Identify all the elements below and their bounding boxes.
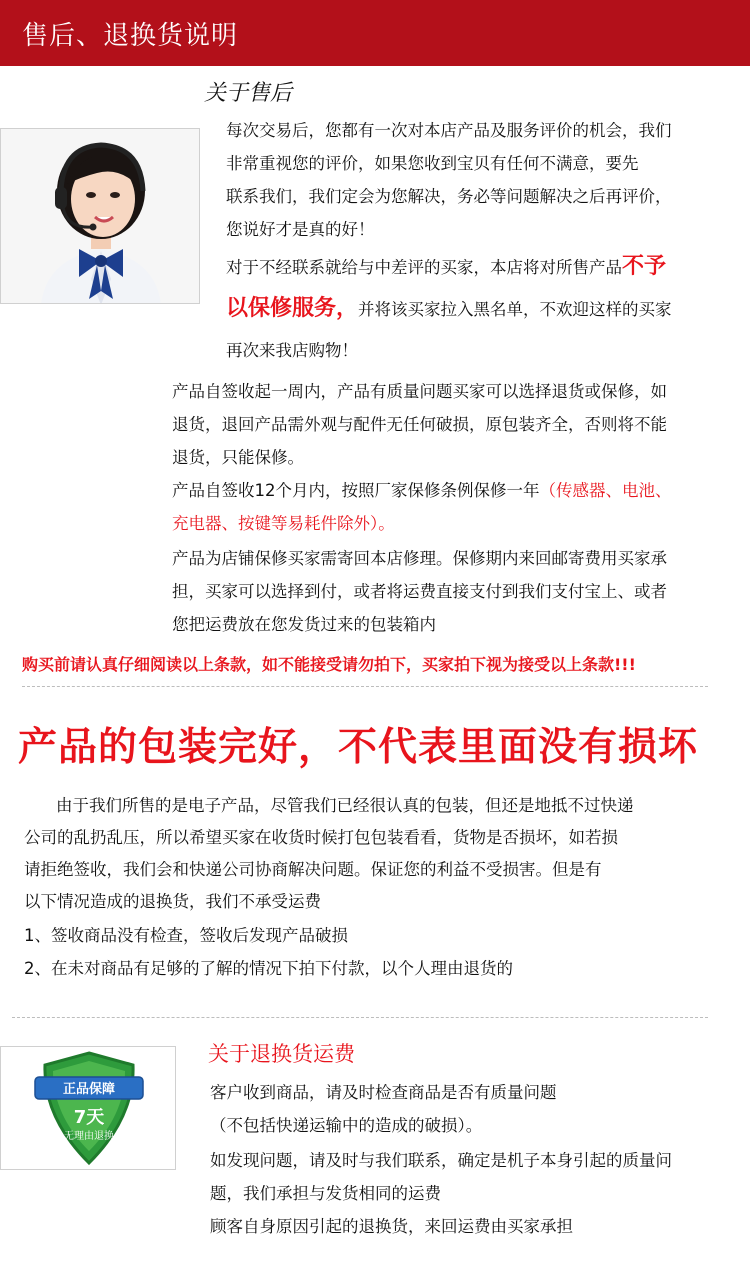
divider (12, 1017, 708, 1018)
divider (22, 686, 708, 687)
packaging-line: 请拒绝签收，我们会和快递公司协商解决问题。保证您的利益不受损害。但是有 (24, 860, 602, 879)
header-bar (0, 0, 750, 66)
bad-review-end: 再次来我店购物！ (226, 341, 358, 360)
packaging-line: 1、签收商品没有检查，签收后发现产品破损 (24, 926, 348, 945)
after-sales-line: 每次交易后，您都有一次对本店产品及服务评价的机会，我们 (226, 121, 672, 140)
warranty-repair-line: 您把运费放在您发货过来的包装箱内 (172, 615, 436, 634)
after-sales-title: 关于售后 (204, 81, 293, 106)
packaging-line: 以下情况造成的退换货，我们不承受运费 (24, 892, 321, 911)
packaging-headline: 产品的包装完好，不代表里面没有损坏 (18, 725, 699, 770)
no-warranty-highlight-2: 以保修服务， (226, 296, 359, 321)
return-fee-line: （不包括快递运输中的造成的破损）。 (210, 1116, 483, 1135)
after-sales-line: 联系我们，我们定会为您解决，务必等问题解决之后再评价， (226, 187, 672, 206)
return-fee-line: 如发现问题，请及时与我们联系，确定是机子本身引起的质量问 (210, 1151, 672, 1170)
customer-service-photo (0, 128, 200, 304)
bad-review-suffix: 并将该买家拉入黑名单，不欢迎这样的买家 (358, 300, 672, 319)
bad-review-prefix: 对于不经联系就给与中差评的买家，本店将对所售产品 (226, 258, 622, 277)
return-fee-line: 客户收到商品，请及时检查商品是否有质量问题 (210, 1083, 557, 1102)
bad-review-line-2 (226, 292, 672, 326)
after-sales-line: 非常重视您的评价，如果您收到宝贝有任何不满意，要先 (226, 154, 639, 173)
return-fee-line: 顾客自身原因引起的退换货，来回运费由买家承担 (210, 1217, 573, 1236)
warranty-exclusion-1: （传感器、电池、 (539, 481, 672, 500)
warranty-week-line: 退货，退回产品需外观与配件无任何破损，原包装齐全，否则将不能 (172, 415, 667, 434)
warranty-repair-line: 产品为店铺保修买家需寄回本店修理。保修期内来回邮寄费用买家承 (172, 549, 667, 568)
packaging-line: 公司的乱扔乱压，所以希望买家在收货时候打包包装看看，货物是否损坏，如若损 (24, 828, 618, 847)
warranty-week-line: 产品自签收起一周内，产品有质量问题买家可以选择退货或保修，如 (172, 382, 667, 401)
warranty-exclusion-2: 充电器、按键等易耗件除外）。 (172, 514, 395, 533)
shield-badge-frame (0, 1046, 176, 1170)
shield-days: 7天 (73, 1107, 105, 1128)
return-fee-title: 关于退换货运费 (208, 1042, 355, 1066)
purchase-warning: 购买前请认真仔细阅读以上条款，如不能接受请勿拍下，买家拍下视为接受以上条款!!! (22, 655, 636, 674)
shield-bottom-label: 无理由退换 (64, 1131, 114, 1142)
warranty-month-line (172, 474, 672, 507)
shield-top-label: 正品保障 (62, 1082, 116, 1097)
packaging-line: 由于我们所售的是电子产品，尽管我们已经很认真的包装，但还是地抵不过快递 (56, 796, 634, 815)
warranty-week-line: 退货，只能保修。 (172, 448, 304, 467)
warranty-month-prefix: 产品自签收12个月内，按照厂家保修条例保修一年 (172, 481, 540, 500)
service-agent-illustration (1, 129, 200, 304)
after-sales-line: 您说好才是真的好！ (226, 220, 375, 239)
header-title: 售后、退换货说明 (22, 21, 239, 51)
warranty-repair-line: 担，买家可以选择到付，或者将运费直接支付到我们支付宝上、或者 (172, 582, 667, 601)
bad-review-line-1 (226, 250, 666, 284)
return-fee-line: 题，我们承担与发货相同的运费 (210, 1184, 441, 1203)
no-warranty-highlight-1: 不予 (622, 254, 667, 279)
packaging-line: 2、在未对商品有足够的了解的情况下拍下付款，以个人理由退货的 (24, 959, 513, 978)
shield-badge-icon (1, 1047, 177, 1171)
